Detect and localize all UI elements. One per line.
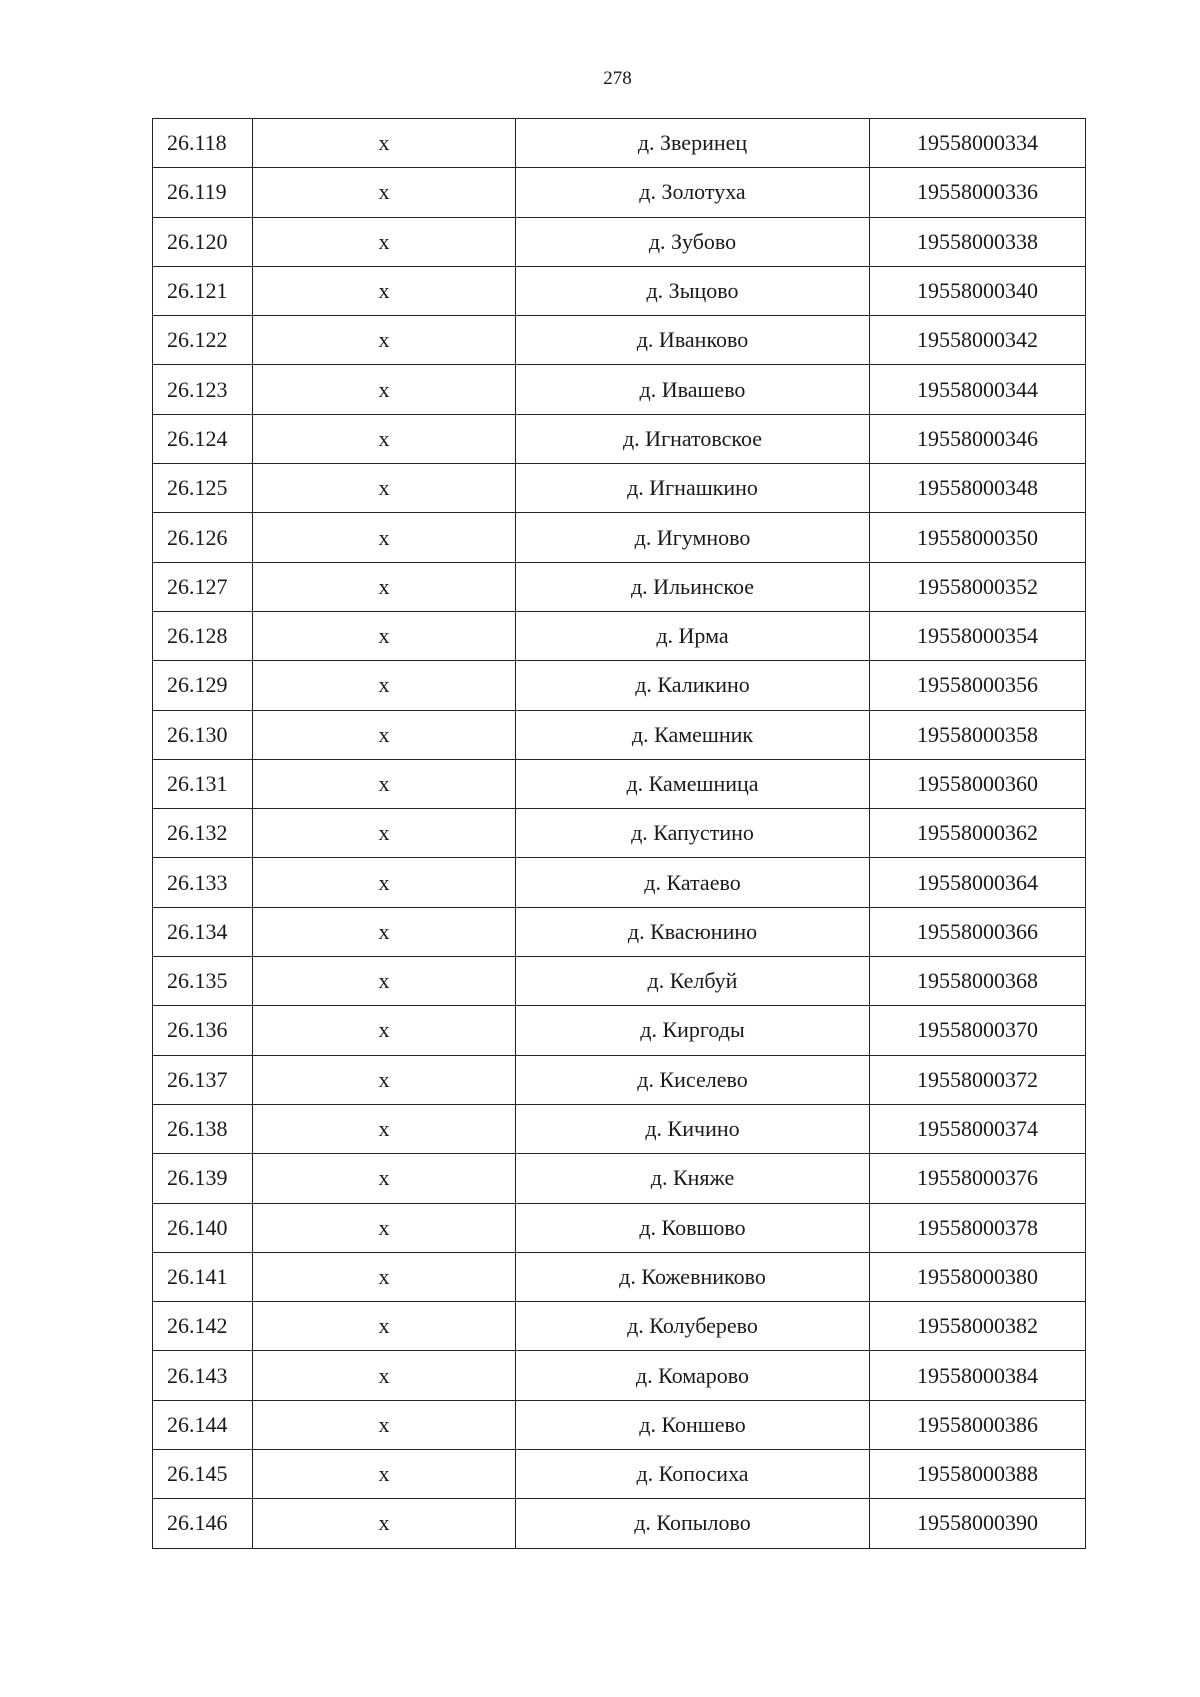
settlement-name-cell: д. Коншево — [516, 1400, 870, 1449]
settlement-name-cell: д. Ильинское — [516, 562, 870, 611]
row-mark-cell: x — [253, 513, 516, 562]
table-row — [153, 1499, 1086, 1548]
oktmo-code-cell: 19558000342 — [870, 316, 1086, 365]
settlement-name-cell: д. Колуберево — [516, 1302, 870, 1351]
table-row — [153, 365, 1086, 414]
settlement-name-cell: д. Зыцово — [516, 266, 870, 315]
row-mark-cell: x — [253, 907, 516, 956]
row-mark-cell: x — [253, 1450, 516, 1499]
row-number-cell: 26.144 — [153, 1400, 253, 1449]
table-row — [153, 316, 1086, 365]
oktmo-code-cell: 19558000384 — [870, 1351, 1086, 1400]
row-mark-cell: x — [253, 710, 516, 759]
oktmo-code-cell: 19558000364 — [870, 858, 1086, 907]
row-mark-cell: x — [253, 217, 516, 266]
table-row — [153, 858, 1086, 907]
row-mark-cell: x — [253, 1302, 516, 1351]
settlement-name-cell: д. Золотуха — [516, 168, 870, 217]
oktmo-code-cell: 19558000344 — [870, 365, 1086, 414]
settlement-name-cell: д. Келбуй — [516, 957, 870, 1006]
oktmo-code-cell: 19558000390 — [870, 1499, 1086, 1548]
settlement-name-cell: д. Каликино — [516, 661, 870, 710]
oktmo-code-cell: 19558000372 — [870, 1055, 1086, 1104]
oktmo-code-cell: 19558000356 — [870, 661, 1086, 710]
row-number-cell: 26.128 — [153, 611, 253, 660]
row-mark-cell: x — [253, 1104, 516, 1153]
oktmo-code-cell: 19558000374 — [870, 1104, 1086, 1153]
oktmo-code-cell: 19558000346 — [870, 414, 1086, 463]
table-row — [153, 1252, 1086, 1301]
row-number-cell: 26.137 — [153, 1055, 253, 1104]
row-number-cell: 26.127 — [153, 562, 253, 611]
row-mark-cell: x — [253, 365, 516, 414]
row-number-cell: 26.130 — [153, 710, 253, 759]
table-row — [153, 759, 1086, 808]
row-number-cell: 26.132 — [153, 809, 253, 858]
row-mark-cell: x — [253, 266, 516, 315]
table-row — [153, 809, 1086, 858]
row-number-cell: 26.135 — [153, 957, 253, 1006]
row-number-cell: 26.138 — [153, 1104, 253, 1153]
settlement-name-cell: д. Катаево — [516, 858, 870, 907]
row-mark-cell: x — [253, 1055, 516, 1104]
row-mark-cell: x — [253, 759, 516, 808]
row-number-cell: 26.146 — [153, 1499, 253, 1548]
table-row — [153, 119, 1086, 168]
oktmo-code-cell: 19558000386 — [870, 1400, 1086, 1449]
settlement-name-cell: д. Зубово — [516, 217, 870, 266]
oktmo-code-cell: 19558000338 — [870, 217, 1086, 266]
settlement-name-cell: д. Комарово — [516, 1351, 870, 1400]
row-number-cell: 26.122 — [153, 316, 253, 365]
settlement-name-cell: д. Квасюнино — [516, 907, 870, 956]
table-row — [153, 1055, 1086, 1104]
row-mark-cell: x — [253, 661, 516, 710]
row-mark-cell: x — [253, 957, 516, 1006]
settlement-name-cell: д. Ковшово — [516, 1203, 870, 1252]
row-number-cell: 26.120 — [153, 217, 253, 266]
settlement-name-cell: д. Кичино — [516, 1104, 870, 1153]
table-row — [153, 907, 1086, 956]
oktmo-code-cell: 19558000380 — [870, 1252, 1086, 1301]
row-number-cell: 26.131 — [153, 759, 253, 808]
row-mark-cell: x — [253, 1252, 516, 1301]
row-number-cell: 26.141 — [153, 1252, 253, 1301]
row-mark-cell: x — [253, 1400, 516, 1449]
row-mark-cell: x — [253, 1006, 516, 1055]
table-row — [153, 1351, 1086, 1400]
row-number-cell: 26.126 — [153, 513, 253, 562]
table-row — [153, 1203, 1086, 1252]
row-mark-cell: x — [253, 611, 516, 660]
row-mark-cell: x — [253, 1499, 516, 1548]
table-row — [153, 1400, 1086, 1449]
settlement-name-cell: д. Киселево — [516, 1055, 870, 1104]
oktmo-code-cell: 19558000348 — [870, 464, 1086, 513]
table-row — [153, 414, 1086, 463]
settlement-name-cell: д. Камешница — [516, 759, 870, 808]
row-number-cell: 26.133 — [153, 858, 253, 907]
settlement-name-cell: д. Игнашкино — [516, 464, 870, 513]
table-row — [153, 957, 1086, 1006]
oktmo-code-cell: 19558000362 — [870, 809, 1086, 858]
settlement-name-cell: д. Игумново — [516, 513, 870, 562]
table-row — [153, 1104, 1086, 1153]
table-row — [153, 1154, 1086, 1203]
row-mark-cell: x — [253, 464, 516, 513]
table-row — [153, 168, 1086, 217]
row-mark-cell: x — [253, 562, 516, 611]
settlement-name-cell: д. Иванково — [516, 316, 870, 365]
row-number-cell: 26.125 — [153, 464, 253, 513]
oktmo-code-cell: 19558000336 — [870, 168, 1086, 217]
oktmo-code-cell: 19558000376 — [870, 1154, 1086, 1203]
row-number-cell: 26.119 — [153, 168, 253, 217]
row-mark-cell: x — [253, 168, 516, 217]
oktmo-code-cell: 19558000350 — [870, 513, 1086, 562]
row-mark-cell: x — [253, 1154, 516, 1203]
row-number-cell: 26.129 — [153, 661, 253, 710]
row-number-cell: 26.118 — [153, 119, 253, 168]
oktmo-code-cell: 19558000388 — [870, 1450, 1086, 1499]
table-row — [153, 464, 1086, 513]
row-mark-cell: x — [253, 809, 516, 858]
settlement-name-cell: д. Ирма — [516, 611, 870, 660]
settlement-name-cell: д. Игнатовское — [516, 414, 870, 463]
table-row — [153, 513, 1086, 562]
row-mark-cell: x — [253, 316, 516, 365]
row-mark-cell: x — [253, 119, 516, 168]
row-number-cell: 26.123 — [153, 365, 253, 414]
oktmo-code-cell: 19558000370 — [870, 1006, 1086, 1055]
table-row — [153, 661, 1086, 710]
table-row — [153, 217, 1086, 266]
oktmo-code-cell: 19558000358 — [870, 710, 1086, 759]
row-number-cell: 26.139 — [153, 1154, 253, 1203]
table-row — [153, 562, 1086, 611]
row-number-cell: 26.143 — [153, 1351, 253, 1400]
oktmo-code-cell: 19558000334 — [870, 119, 1086, 168]
oktmo-code-cell: 19558000368 — [870, 957, 1086, 1006]
row-mark-cell: x — [253, 858, 516, 907]
table-row — [153, 1302, 1086, 1351]
row-number-cell: 26.136 — [153, 1006, 253, 1055]
settlement-name-cell: д. Княже — [516, 1154, 870, 1203]
row-mark-cell: x — [253, 414, 516, 463]
oktmo-code-cell: 19558000360 — [870, 759, 1086, 808]
oktmo-code-cell: 19558000382 — [870, 1302, 1086, 1351]
row-number-cell: 26.145 — [153, 1450, 253, 1499]
table-row — [153, 1006, 1086, 1055]
settlement-registry-table — [152, 118, 1086, 1549]
row-mark-cell: x — [253, 1203, 516, 1252]
settlement-name-cell: д. Кожевниково — [516, 1252, 870, 1301]
oktmo-code-cell: 19558000378 — [870, 1203, 1086, 1252]
settlement-name-cell: д. Камешник — [516, 710, 870, 759]
row-number-cell: 26.121 — [153, 266, 253, 315]
settlement-name-cell: д. Киргоды — [516, 1006, 870, 1055]
oktmo-code-cell: 19558000354 — [870, 611, 1086, 660]
table-body — [153, 119, 1086, 1549]
oktmo-code-cell: 19558000352 — [870, 562, 1086, 611]
settlement-name-cell: д. Копосиха — [516, 1450, 870, 1499]
page-number: 278 — [603, 68, 632, 89]
row-number-cell: 26.124 — [153, 414, 253, 463]
settlement-name-cell: д. Зверинец — [516, 119, 870, 168]
table-row — [153, 266, 1086, 315]
settlement-name-cell: д. Копылово — [516, 1499, 870, 1548]
row-number-cell: 26.134 — [153, 907, 253, 956]
row-number-cell: 26.140 — [153, 1203, 253, 1252]
table-row — [153, 1450, 1086, 1499]
row-number-cell: 26.142 — [153, 1302, 253, 1351]
row-mark-cell: x — [253, 1351, 516, 1400]
oktmo-code-cell: 19558000366 — [870, 907, 1086, 956]
table-row — [153, 611, 1086, 660]
settlement-name-cell: д. Капустино — [516, 809, 870, 858]
settlement-name-cell: д. Ивашево — [516, 365, 870, 414]
table-row — [153, 710, 1086, 759]
oktmo-code-cell: 19558000340 — [870, 266, 1086, 315]
